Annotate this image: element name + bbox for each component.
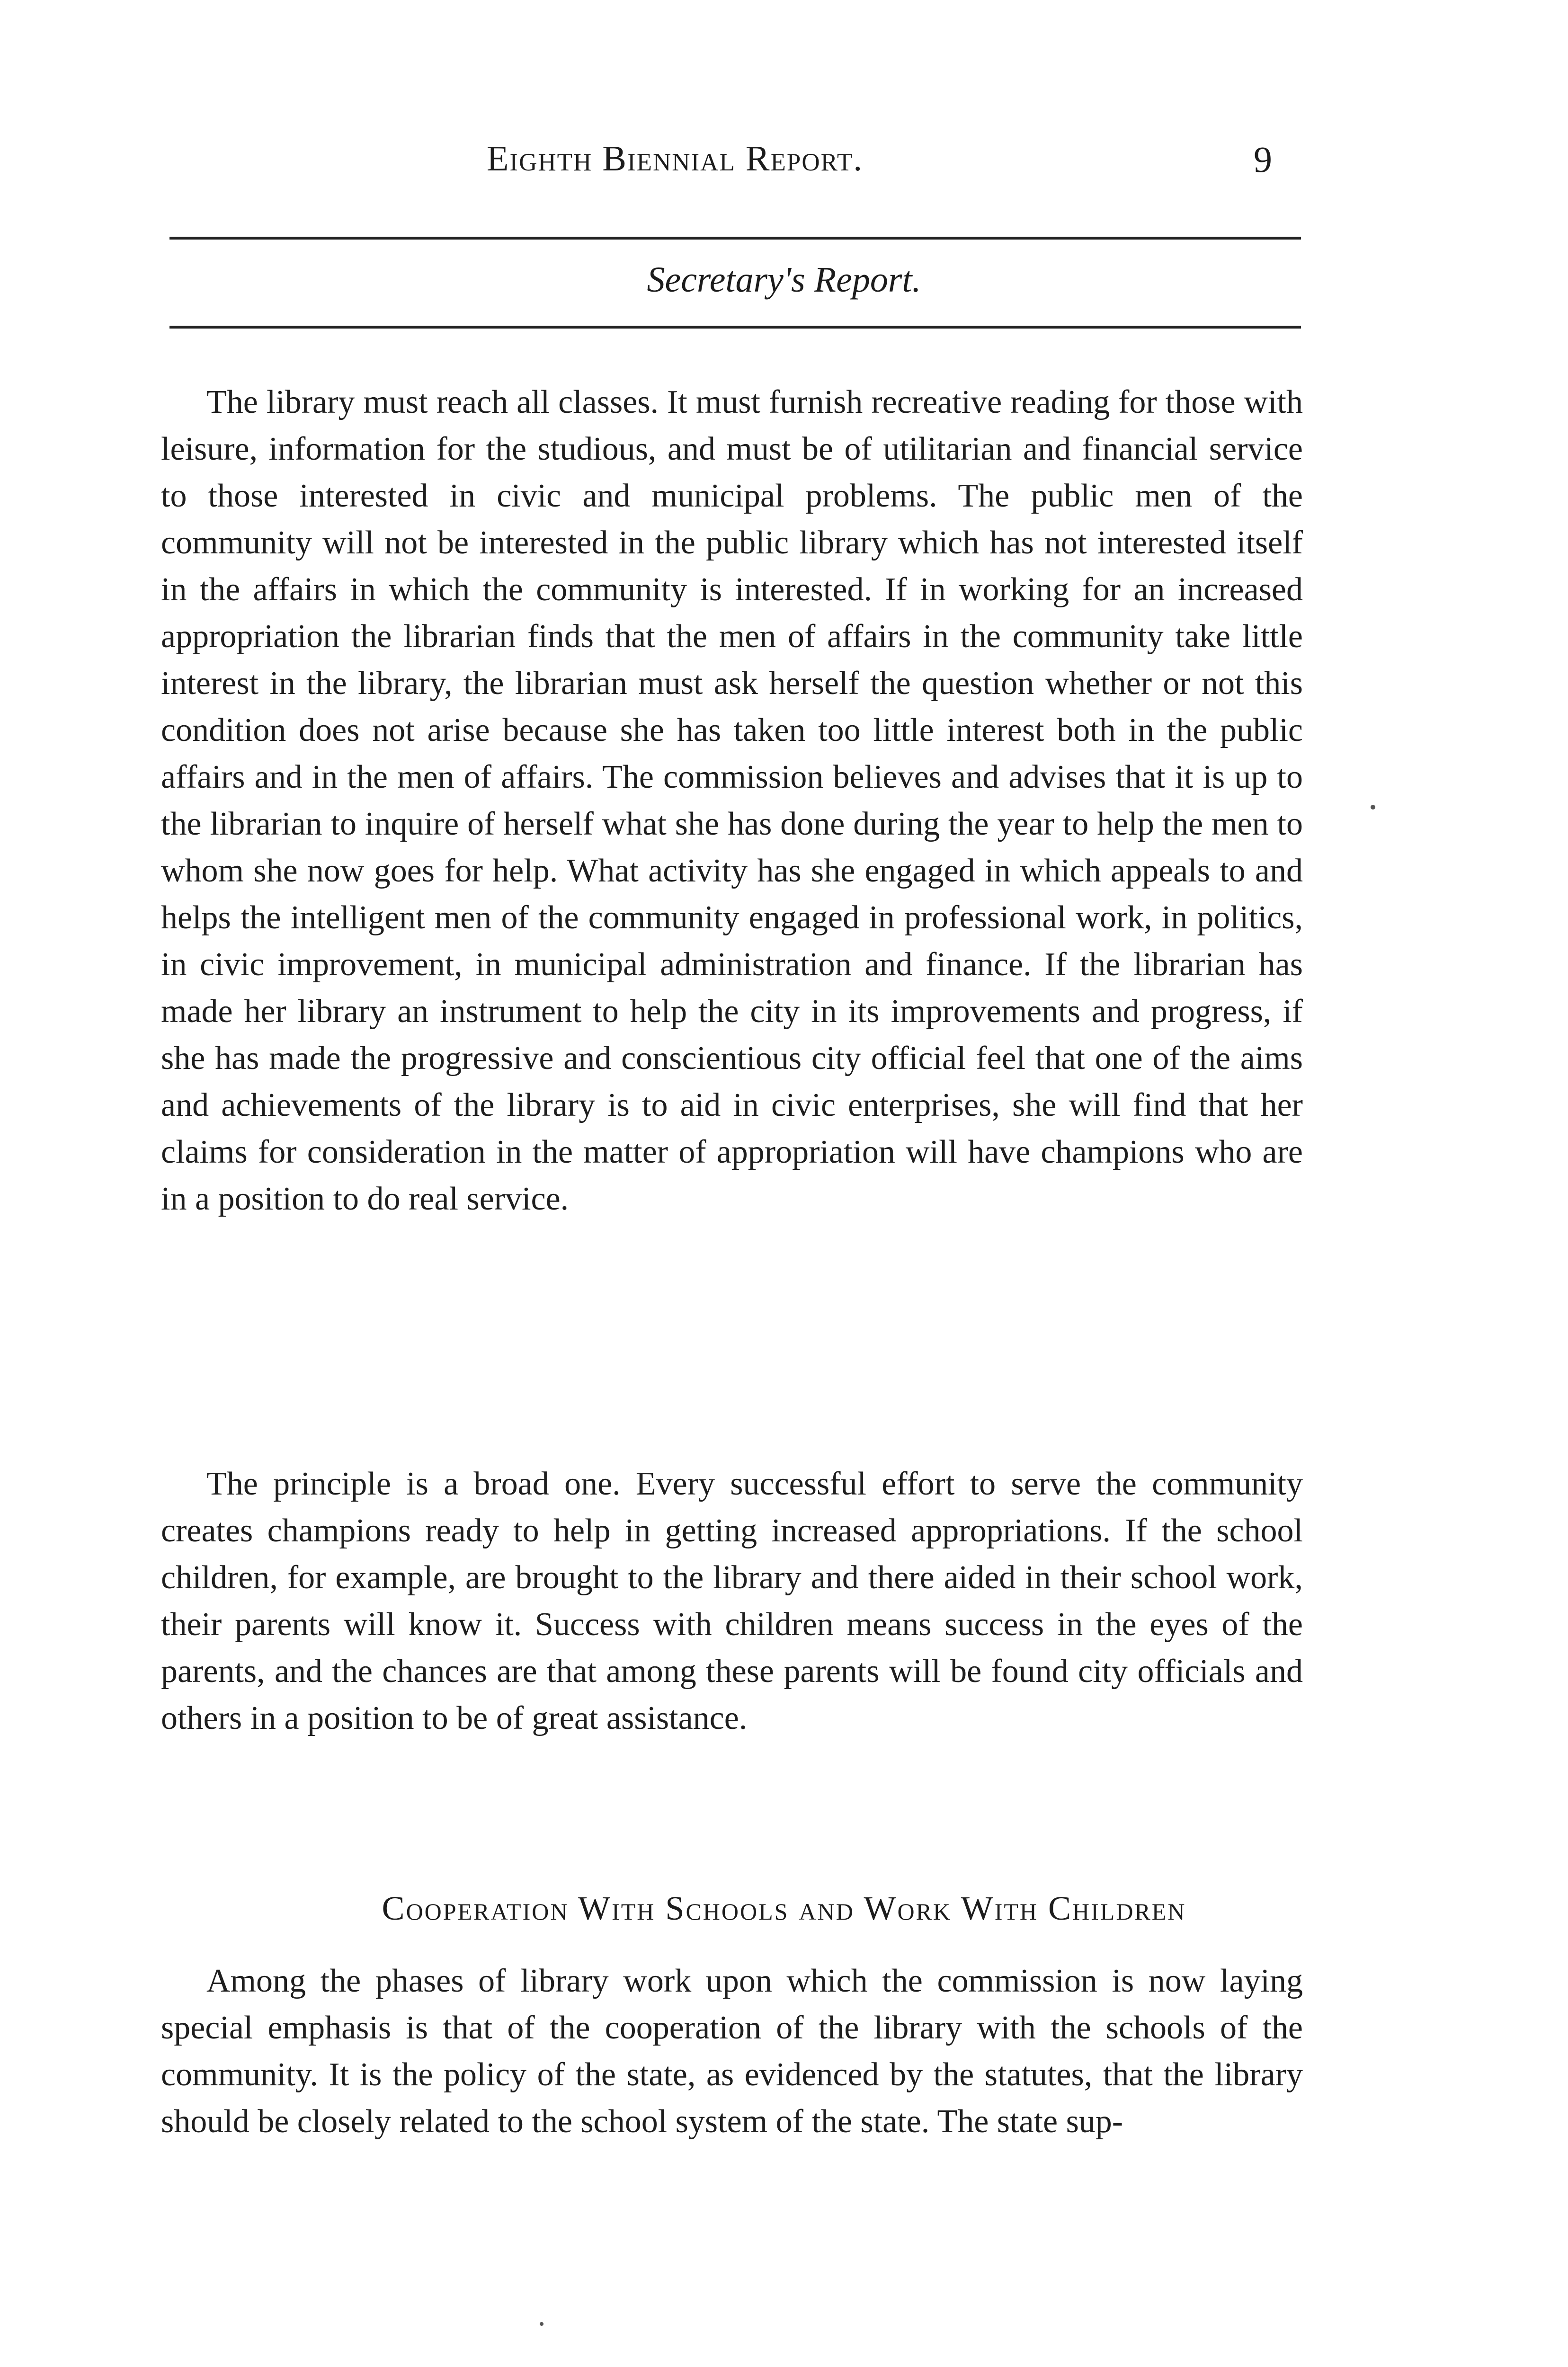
paper-speck (1371, 805, 1375, 810)
body-paragraph: The principle is a broad one. Every successful effort to serve the community creates champions ready to help in getting increased appropriations. If the school children, for example, are brought to the library and there aided in their school work, their parents will know it. Success with children means success in the eyes of the parents, and the chances are that among these parents will be found city officials and others in a position to be of great assistance. (161, 1466, 1303, 1736)
body-paragraph: Among the phases of library work upon which the commission is now laying special emphasis is that of the cooperation of the library with the schools of the community. It is the policy of the state, as evidenced by the statutes, that the library should be closely related to the school system of the state. The state sup- (161, 1963, 1303, 2140)
body-text-block (161, 379, 1303, 1222)
paper-speck (540, 2322, 543, 2326)
body-text-block (161, 1958, 1303, 2145)
subsection-heading: Cooperation With Schools and Work With Children (382, 1889, 1186, 1927)
page-number: 9 (1254, 139, 1272, 180)
running-head-title: Eighth Biennial Report. (487, 139, 864, 178)
body-paragraph: The library must reach all classes. It must furnish recreative reading for those with leisure, information for the studious, and must be of utilitarian and financial service to those interested in civic and municipal problems. The public men of the community will not be interested in the public library which has not interested itself in the affairs in which the community is interested. If in working for an increased appropriation the librarian finds that the men of affairs in the community take little interest in the library, the librarian must ask herself the question whether or not this condition does not arise because she has taken too little interest both in the public affairs and in the men of affairs. The commission believes and advises that it is up to the librarian to inquire of herself what she has done during the year to help the men to whom she now goes for help. What activity has she engaged in which appeals to and helps the intelligent men of the community engaged in professional work, in politics, in civic improvement, in municipal administration and finance. If the librarian has made her library an instrument to help the city in its improvements and progress, if she has made the progressive and conscientious city official feel that one of the aims and achievements of the library is to aid in civic enterprises, she will find that her claims for consideration in the matter of appropriation will have champions who are in a position to do real service. (161, 384, 1303, 1217)
body-text-block (161, 1460, 1303, 1742)
header-rule-bottom (169, 326, 1301, 329)
section-title: Secretary's Report. (647, 260, 921, 300)
header-rule-top (169, 237, 1301, 240)
